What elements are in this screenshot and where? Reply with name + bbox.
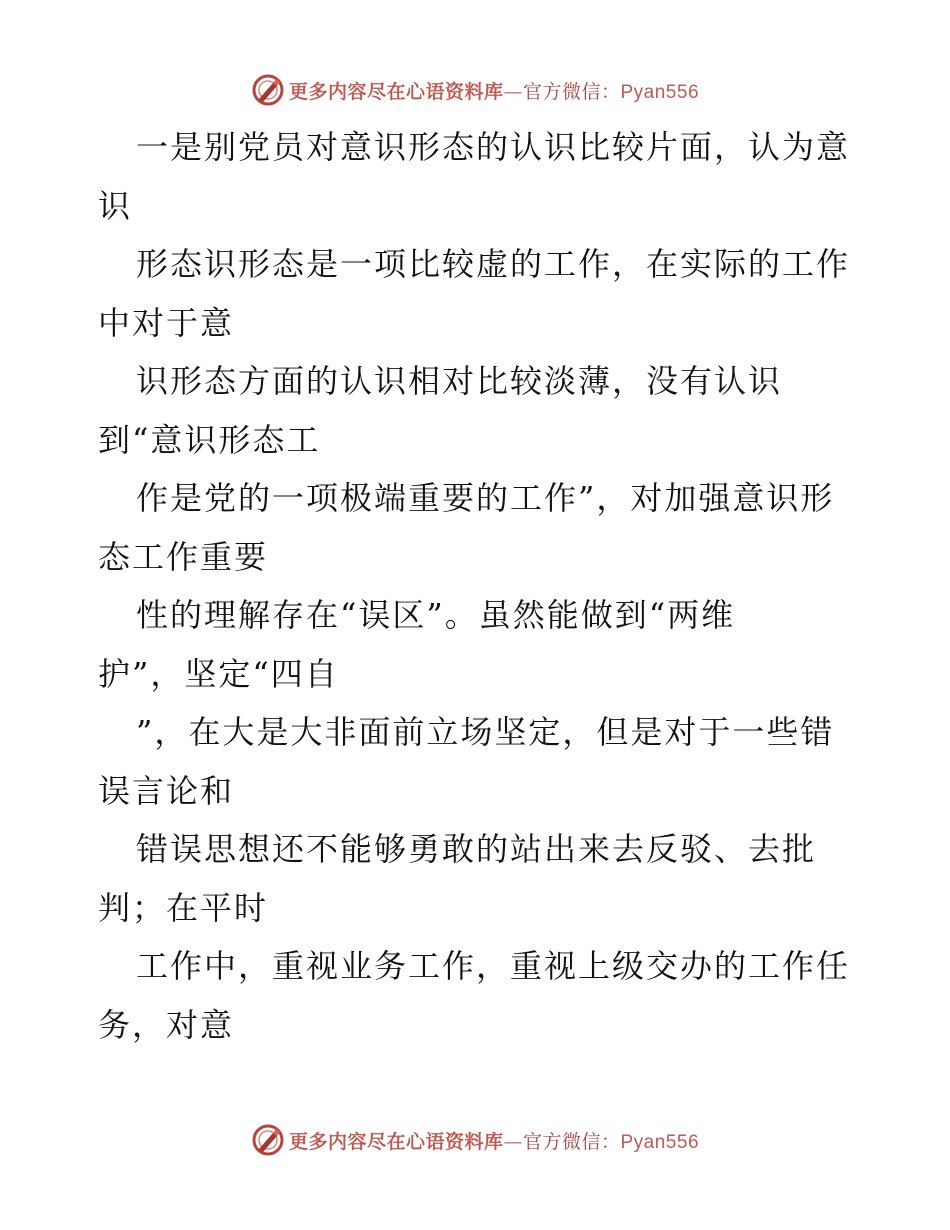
watermark-prefix: 官方微信： (522, 1130, 621, 1153)
watermark-separator: — (503, 1130, 523, 1153)
pen-seal-icon (251, 1123, 285, 1157)
text-line: 性的理解存在“误区”。虽然能做到“两维 (136, 596, 736, 634)
text-line: 作是党的一项极端重要的工作”，对加强意识形 (136, 479, 835, 517)
text-line: 错误思想还不能够勇敢的站出来去反驳、去批 (136, 830, 817, 868)
text-line: 工作中，重视业务工作，重视上级交办的工作任 (136, 947, 851, 985)
pen-seal-icon (251, 73, 285, 107)
text-line: 识 (98, 186, 133, 225)
watermark-text (289, 77, 699, 104)
text-line: 到“意识形态工 (98, 420, 321, 459)
watermark-label: 更多内容尽在心语资料库 (288, 1130, 504, 1153)
text-line: ”，在大是大非面前立场坚定，但是对于一些错 (136, 713, 835, 751)
text-line: 判；在平时 (98, 888, 269, 927)
text-line: 态工作重要 (98, 537, 269, 576)
text-line: 护”，坚定“四自 (98, 654, 339, 693)
text-line: 形态识形态是一项比较虚的工作，在实际的工作 (136, 245, 851, 283)
text-line: 识形态方面的认识相对比较淡薄，没有认识 (136, 362, 783, 400)
watermark-label: 更多内容尽在心语资料库 (288, 80, 504, 103)
header-watermark (0, 70, 950, 110)
watermark-handle: Pyan556 (620, 81, 700, 103)
footer-watermark (0, 1120, 950, 1160)
watermark-prefix: 官方微信： (522, 80, 621, 103)
text-line: 务，对意 (98, 1005, 235, 1044)
text-line: 一是别党员对意识形态的认识比较片面，认为意 (136, 128, 851, 166)
text-line: 中对于意 (98, 303, 235, 342)
watermark-separator: — (503, 80, 523, 103)
text-line: 误言论和 (98, 771, 235, 810)
watermark-handle: Pyan556 (620, 1131, 700, 1153)
document-body (98, 118, 858, 1054)
watermark-text (289, 1127, 699, 1154)
